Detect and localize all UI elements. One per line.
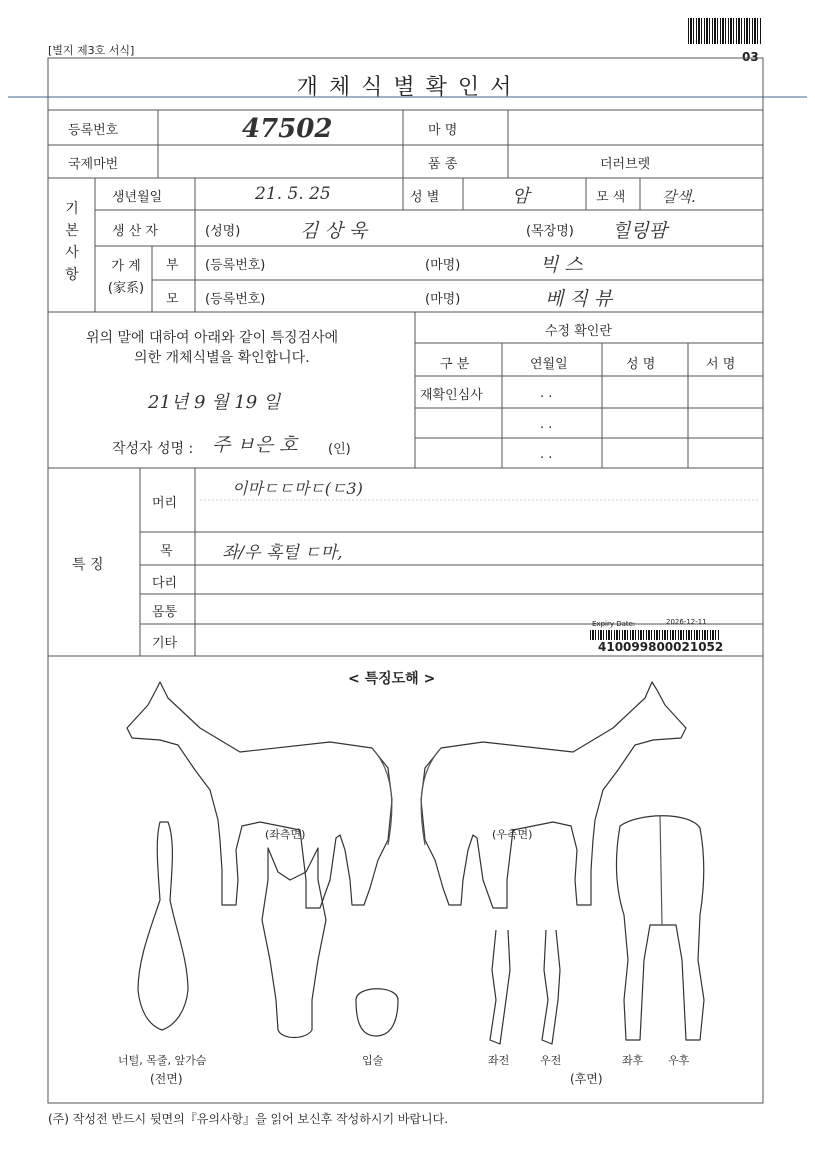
amend-header-type: 구 분 [440,357,470,372]
horse-forelegs-icon [490,930,560,1044]
right-fore-label: 우전 [540,1054,562,1067]
confirm-text-line1: 위의 말에 대하여 아래와 같이 특징검사에 [86,330,339,346]
feature-head-value: 이마ㄷㄷ마ㄷ(ㄷ3) [232,479,363,498]
lineage-label: 가 계 (家系) [107,259,145,296]
feature-head-label: 머리 [152,496,178,511]
front-view-label: (전면) [150,1072,183,1086]
form-reference: [별지 제3호 서식] [48,44,135,57]
horse-name-label: 마 명 [428,123,458,138]
right-side-label: (우측면) [492,828,533,841]
seal-label: (인) [328,442,351,457]
reg-number-value: 47502 [242,114,333,144]
coat-color-label: 모 색 [596,190,626,205]
horse-lips-icon [356,989,398,1036]
amend-row-3-date: . . [540,447,553,462]
sire-reg-label: (등록번호) [205,258,266,273]
basic-section-label: 기 본 사 항 [65,201,79,283]
left-hind-label: 좌후 [622,1054,644,1067]
farm-name-label: (목장명) [526,224,574,239]
rear-view-label: (후면) [570,1072,603,1086]
footnote: (주) 작성전 반드시 뒷면의『유의사항』을 읽어 보신후 작성하시기 바랍니다. [48,1112,449,1126]
amend-header-sign: 서 명 [706,357,736,372]
horse-front-view-icon [138,822,188,1030]
sex-value: 암 [512,186,530,207]
feature-legs-label: 다리 [152,576,178,591]
dam-name-value: 베 직 뷰 [545,288,613,310]
producer-label: 생 산 자 [112,224,158,239]
sire-name-value: 빅 스 [540,254,583,276]
amend-row-2-date: . . [540,417,553,432]
expiry-value: 2026-12-11 [666,618,707,626]
left-fore-label: 좌전 [488,1054,510,1067]
writer-name: 주 ㅂ은 호 [212,434,298,456]
coat-color-value: 갈색. [662,188,696,206]
intl-number-label: 국제마번 [68,157,119,172]
page-title: 개 체 식 별 확 인 서 [296,75,514,100]
sex-label: 성 별 [410,190,440,205]
reg-number-label: 등록번호 [68,123,119,138]
amend-row-1-type: 재확인심사 [420,388,483,403]
diagram-title: < 특징도해 > [348,671,436,687]
expiry-label: Expiry Date: [592,620,636,628]
horse-right-side-icon [421,682,686,908]
confirm-date: 21년 9 월 19 일 [148,392,281,413]
feature-other-label: 기타 [152,636,178,651]
sticker-code: 410099800021052 [598,640,724,654]
features-section-label: 특 징 [72,557,104,573]
front-caption: 너털, 목줄, 앞가슴 [118,1054,207,1067]
page-number: 03 [742,50,759,64]
amend-title: 수정 확인란 [545,324,612,339]
dam-label: 모 [166,292,179,307]
amend-header-name: 성 명 [626,357,656,372]
right-hind-label: 우후 [668,1054,690,1067]
birth-date-label: 생년월일 [112,190,163,205]
writer-label: 작성자 성명 : [112,441,194,457]
confirm-text-line2: 의한 개체식별을 확인합니다. [134,350,310,366]
dam-name-label: (마명) [425,292,461,307]
breed-value: 더러브렛 [600,157,651,172]
amend-header-date: 연월일 [530,357,568,372]
left-side-label: (좌측면) [265,828,306,841]
lips-caption: 입술 [362,1054,384,1067]
amend-row-1-date: . . [540,386,553,401]
feature-neck-value: 좌/우 혹털 ㄷ마, [222,543,343,563]
dam-reg-label: (등록번호) [205,292,266,307]
feature-body-label: 몸통 [152,605,178,620]
horse-left-side-icon [127,682,392,908]
horse-head-front-icon [262,848,326,1038]
sire-label: 부 [166,258,179,273]
breed-label: 품 종 [428,157,458,172]
sire-name-label: (마명) [425,258,461,273]
feature-neck-label: 목 [160,544,173,559]
producer-name-value: 김 상 욱 [300,220,368,242]
producer-name-label: (성명) [205,224,241,239]
birth-date-value: 21. 5. 25 [255,184,331,204]
farm-name-value: 힐링팜 [612,220,668,242]
